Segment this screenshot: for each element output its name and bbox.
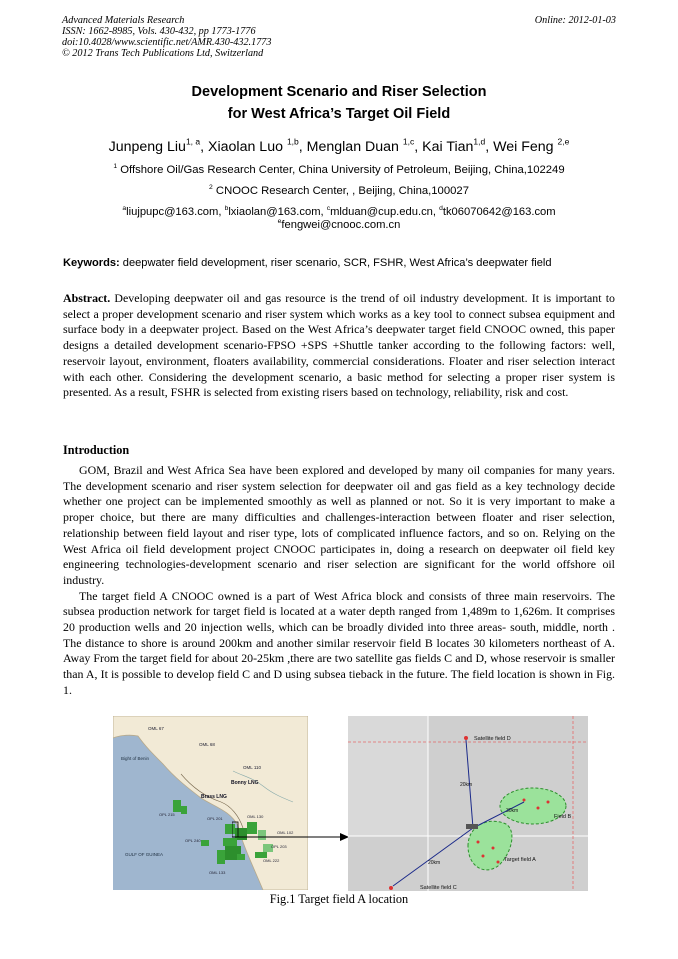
author-name: Kai Tian xyxy=(422,139,474,155)
author-name: Wei Feng xyxy=(493,139,554,155)
field-label: Satellite field D xyxy=(474,736,511,742)
map-label: OML 67 xyxy=(148,726,164,731)
affiliation-sup: 2 xyxy=(209,183,213,191)
map-label: Brass LNG xyxy=(201,794,227,800)
map-label: OML 222 xyxy=(263,858,280,863)
doi: doi:10.4028/www.scientific.net/AMR.430-432.1773 xyxy=(62,37,272,48)
distance-label: 30km xyxy=(506,808,519,814)
affiliation-text: CNOOC Research Center, , Beijing, China,100027 xyxy=(215,185,469,197)
email[interactable]: fengwei@cnooc.com.cn xyxy=(281,219,401,231)
author-name: Menglan Duan xyxy=(306,139,399,155)
connector-arrow-icon xyxy=(232,820,350,842)
email[interactable]: tk06070642@163.com xyxy=(442,206,556,218)
map-label: OML 130 xyxy=(247,814,264,819)
field-label: Field B xyxy=(554,814,572,820)
map-label: OPL 201 xyxy=(207,816,223,821)
email[interactable]: mlduan@cup.edu.cn, xyxy=(330,206,440,218)
online-date: Online: 2012-01-03 xyxy=(534,15,616,26)
keywords-text: deepwater field development, riser scenario, SCR, FSHR, West Africa’s deepwater field xyxy=(119,257,552,269)
email-sup: b xyxy=(224,204,229,212)
email[interactable]: lxiaolan@163.com, xyxy=(228,206,327,218)
section-heading-introduction: Introduction xyxy=(63,443,130,457)
author-sup: 1, a xyxy=(185,136,201,147)
field-label: Target field A xyxy=(504,857,536,863)
affiliation-text: Offshore Oil/Gas Research Center, China University of Petroleum, Beijing, China,102249 xyxy=(120,164,565,176)
author-name: Junpeng Liu xyxy=(108,139,186,155)
map-label: Bight of Benin xyxy=(121,756,150,761)
email-sup: a xyxy=(122,204,127,212)
map-label: OML 133 xyxy=(209,870,226,875)
keywords xyxy=(63,257,623,269)
field-layout-graphic xyxy=(348,716,588,891)
affiliation-1 xyxy=(0,164,678,176)
distance-label: 20km xyxy=(460,782,473,788)
affiliation-2 xyxy=(0,185,678,197)
field-layout-map xyxy=(348,716,588,891)
author-sup: 2,e xyxy=(557,136,570,147)
intro-paragraph-1: GOM, Brazil and West Africa Sea have been explored and developed by many oil companies for many years. The development scenario and riser system selection for deepwater oil and gas field as a key technology decide whether one project can be implemented smoothly as well as planned or not. So it is very important to make a proper choice, but there are many difficulties and challenges-interaction between floater and riser selection, relationship between field layout and riser type, lots of complicated influence factors, and so on. Relying on the West Africa oil field development project CNOOC participates in, doing a research on deepwater oil field key engineering technologies-development scenario and riser selection are significant for the world offshore oil industry. xyxy=(63,463,615,587)
region-map xyxy=(113,716,308,890)
email[interactable]: liujpupc@163.com, xyxy=(126,206,225,218)
map-label: OML 110 xyxy=(243,765,262,770)
keywords-label: Keywords: xyxy=(63,257,120,269)
abstract xyxy=(63,291,615,401)
map-label: OML 68 xyxy=(199,742,215,747)
author-emails xyxy=(0,206,678,232)
intro-paragraph-2: The target field A CNOOC owned is a part of West Africa block and consists of three main reservoirs. The subsea production network for target field is located at a water depth ranged from 1,489m to 1,626m. It comprises 20 production wells and 20 injection wells, which can be broadly divided into three areas- south, middle, north . The distance to shore is around 200km and another similar reservoir field B locates 30 kilometers northeast of A. Away From the target field for about 20-25km ,there are two satellite gas fields C and D, whose reservoir is smaller than A, It is possible to develop field C and D using subsea tieback in the future. The field location is shown in Fig. 1. xyxy=(63,588,615,697)
field-label: Satellite field C xyxy=(420,885,457,891)
email-sup: c xyxy=(326,204,331,212)
region-map-graphic xyxy=(113,716,308,890)
author-sup: 1,c xyxy=(402,136,415,147)
author-list: Junpeng Liu$^{1, a}$, Xiaolan Luo $^{1,b}$, Menglan Duan $^{1,c}$, Kai Tian$^{1,d}$, Wei Feng $^{2,e}$ xyxy=(108,136,570,155)
title-line-1: Development Scenario and Riser Selection xyxy=(191,84,487,100)
title-line-2: for West Africa’s Target Oil Field xyxy=(227,106,451,122)
paper-title xyxy=(0,81,678,125)
abstract-label: Abstract. xyxy=(63,291,111,305)
journal-header xyxy=(62,15,616,59)
map-label: Bonny LNG xyxy=(231,780,259,786)
email-sup: e xyxy=(277,217,282,225)
issn: ISSN: 1662-8985, Vols. 430-432, pp 1773-1776 xyxy=(62,26,256,37)
author-sup: 1,d xyxy=(473,136,486,147)
map-label: OPL 240 xyxy=(185,838,201,843)
journal-name: Advanced Materials Research xyxy=(62,15,185,26)
introduction-body xyxy=(63,463,615,699)
author-sup: 1,b xyxy=(286,136,299,147)
affiliation-sup: 1 xyxy=(113,162,118,170)
figure-caption: Fig.1 Target field A location xyxy=(269,892,409,906)
distance-label: 20km xyxy=(428,860,441,866)
email-sup: d xyxy=(439,204,443,212)
map-label: OPL 203 xyxy=(271,844,287,849)
map-label: OPL 215 xyxy=(159,812,175,817)
copyright: © 2012 Trans Tech Publications Ltd, Switzerland xyxy=(62,48,264,59)
abstract-text: Developing deepwater oil and gas resource is the trend of oil industry development. It is important to select a proper development scenario and riser system which works as a key tool to connect subsea equipment and surface body in a deepwater project. Based on the West Africa’s deepwater target field CNOOC owned, this paper designs a detailed development scenario-FPSO +SPS +Shuttle tanker according to the following factors: well, reservoir layout, environment, floaters availability, commercial considerations. Floater and riser selection interact with each other. Considering the development scenario, a basic method for selecting a proper riser system is presented. As a result, FSHR is selected from existing risers based on technology, reliability, risk and cost. xyxy=(63,291,615,400)
map-label: OML 102 xyxy=(277,830,294,835)
author-name: Xiaolan Luo xyxy=(208,139,283,155)
map-label: GULF OF GUINEA xyxy=(125,852,164,857)
